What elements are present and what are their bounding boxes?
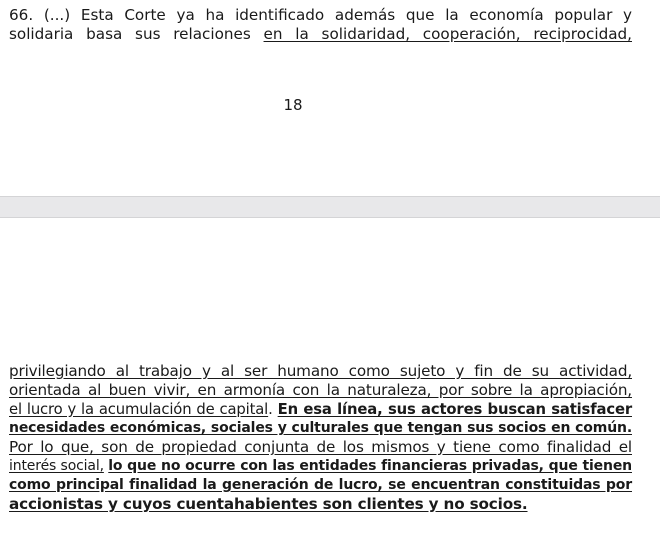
- underlined-text-run: privilegiando al trabajo y al ser humano como sujeto y fin de su actividad,: [9, 362, 632, 380]
- page-number: 18: [283, 96, 303, 114]
- text-line: [9, 400, 632, 419]
- text-line: [9, 381, 632, 400]
- text-run: 66. (...) Esta Corte ya ha identificado además que la economía popular y: [9, 6, 632, 24]
- page-bottom: [0, 218, 660, 534]
- page-separator: [0, 196, 660, 218]
- bold-underlined-text-run: lo que no ocurre con las entidades financieras privadas, que tienen: [108, 458, 632, 474]
- text-line: [9, 495, 632, 514]
- underlined-text-run: orientada al buen vivir, en armonía con la naturaleza, por sobre la apropiación,: [9, 381, 632, 399]
- text-line: [9, 419, 632, 438]
- underlined-text-run: en la solidaridad, cooperación, reciprocidad,: [263, 25, 632, 43]
- paragraph-66-continuation: [9, 362, 632, 514]
- underlined-text-run: el lucro y la acumulación de capital: [9, 401, 269, 418]
- bold-underlined-text-run: En esa línea, sus actores buscan satisfacer: [277, 401, 632, 418]
- text-line: [9, 438, 632, 457]
- bold-underlined-text-run: necesidades económicas, sociales y culturales que tengan sus socios en común.: [9, 420, 632, 436]
- underlined-text-run: interés social,: [9, 458, 104, 474]
- bold-underlined-text-run: como principal finalidad la generación de lucro, se encuentran constituidas por: [9, 477, 632, 493]
- text-line: [9, 25, 632, 44]
- text-line: [9, 457, 632, 476]
- text-run: solidaria basa sus relaciones: [9, 25, 264, 43]
- paragraph-66-start: [9, 6, 632, 44]
- text-run: .: [268, 401, 278, 418]
- text-line: [9, 362, 632, 381]
- text-line: [9, 6, 632, 25]
- underlined-text-run: Por lo que, son de propiedad conjunta de los mismos y tiene como finalidad el: [9, 438, 632, 456]
- bold-underlined-text-run: accionistas y cuyos cuentahabientes son clientes y no socios.: [9, 495, 528, 513]
- text-line: [9, 476, 632, 495]
- page-top: [0, 0, 660, 196]
